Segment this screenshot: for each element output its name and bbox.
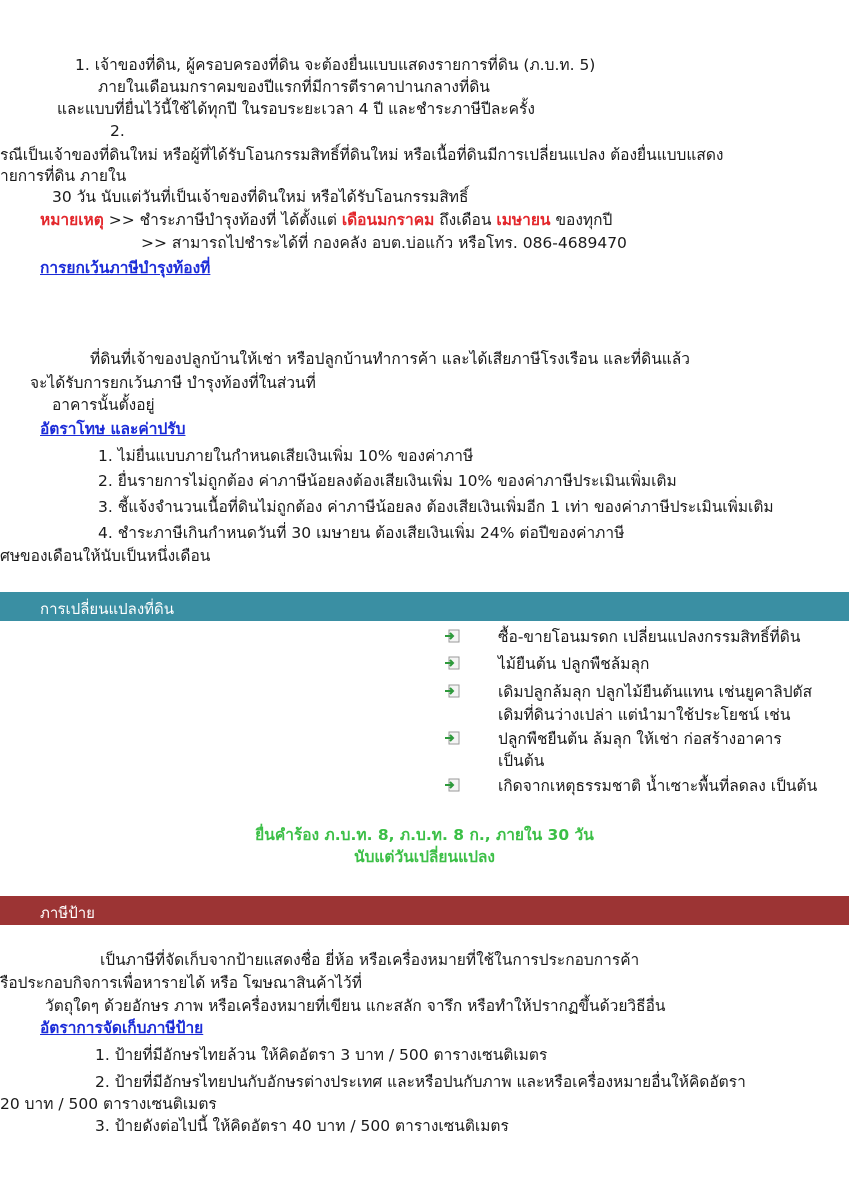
- land-change-item-1: ซื้อ-ขายโอนมรดก เปลี่ยนแปลงกรรมสิทธิ์ที่ดิน: [498, 628, 801, 646]
- arrow-bullet-icon: [444, 656, 460, 670]
- land-tax-item-2-number: 2.: [110, 122, 125, 140]
- land-change-item-3: เดิมปลูกล้มลุก ปลูกไม้ยืนต้นแทน เช่นยูคาลิปตัส: [498, 683, 813, 701]
- land-tax-item-2-cont2: 30 วัน นับแต่วันที่เป็นเจ้าของที่ดินใหม่ หรือได้รับโอนกรรมสิทธิ์: [52, 188, 469, 206]
- signboard-tax-header: [0, 896, 849, 925]
- note-text-a: >> ชำระภาษีบำรุงท้องที่ ได้ตั้งแต่: [103, 211, 342, 229]
- note-label: หมายเหตุ: [40, 211, 104, 229]
- note-month-start: เดือนมกราคม: [341, 211, 435, 229]
- payment-note-line-1: [40, 210, 612, 230]
- exemption-link[interactable]: การยกเว้นภาษีบำรุงท้องที่: [40, 259, 211, 277]
- land-change-item-4-cont: ปลูกพืชยืนต้น ล้มลุก ให้เช่า ก่อสร้างอาคาร: [498, 730, 782, 748]
- land-change-item-4: เดิมที่ดินว่างเปล่า แต่นำมาใช้ประโยชน์ เช่น: [498, 706, 791, 724]
- signboard-intro-1: เป็นภาษีที่จัดเก็บจากป้ายแสดงชื่อ ยี่ห้อ หรือเครื่องหมายที่ใช้ในการประกอบการค้า: [100, 951, 640, 969]
- land-change-title: การเปลี่ยนแปลงที่ดิน: [40, 600, 175, 618]
- land-tax-item-2: รณีเป็นเจ้าของที่ดินใหม่ หรือผู้ที่ได้รับโอนกรรมสิทธิ์ที่ดินใหม่ หรือเนื้อที่ดินมีการเปลี่ยนแปลง ต้องยื่นแบบแสดง: [0, 146, 724, 164]
- note-month-end: เมษายน: [496, 211, 551, 229]
- land-tax-item-1: 1. เจ้าของที่ดิน, ผู้ครอบครองที่ดิน จะต้องยื่นแบบแสดงรายการที่ดิน (ภ.บ.ท. 5): [75, 56, 596, 74]
- exemption-text-2: จะได้รับการยกเว้นภาษี บำรุงท้องที่ในส่วนที่: [30, 374, 316, 392]
- signboard-tax-title: ภาษีป้าย: [40, 904, 95, 922]
- penalty-item-4-cont: ศษของเดือนให้นับเป็นหนึ่งเดือน: [0, 547, 211, 565]
- land-change-header: [0, 592, 849, 621]
- exemption-text-3: อาคารนั้นตั้งอยู่: [52, 396, 155, 414]
- arrow-bullet-icon: [444, 778, 460, 792]
- land-change-item-4-cont2: เป็นต้น: [498, 752, 545, 770]
- land-change-item-2: ไม้ยืนต้น ปลูกพืชล้มลุก: [498, 655, 650, 673]
- note-text-b: ถึงเดือน: [434, 211, 497, 229]
- signboard-rate-link[interactable]: อัตราการจัดเก็บภาษีป้าย: [40, 1019, 204, 1037]
- penalty-link[interactable]: อัตราโทษ และค่าปรับ: [40, 420, 186, 438]
- arrow-bullet-icon: [444, 684, 460, 698]
- penalty-item-3: 3. ชี้แจ้งจำนวนเนื้อที่ดินไม่ถูกต้อง ค่าภาษีน้อยลง ต้องเสียเงินเพิ่มอีก 1 เท่า ของค่าภาษีประเมินเพิ่มเติม: [98, 498, 774, 516]
- arrow-bullet-icon: [444, 731, 460, 745]
- land-change-notice-1: ยื่นคำร้อง ภ.บ.ท. 8, ภ.บ.ท. 8 ก., ภายใน 30 วัน: [255, 826, 594, 844]
- signboard-rate-2-cont: 20 บาท / 500 ตารางเซนติเมตร: [0, 1095, 217, 1113]
- land-change-item-5: เกิดจากเหตุธรรมชาติ น้ำเซาะพื้นที่ลดลง เป็นต้น: [498, 777, 818, 795]
- land-change-notice-2: นับแต่วันเปลี่ยนแปลง: [354, 848, 495, 866]
- penalty-item-2: 2. ยื่นรายการไม่ถูกต้อง ค่าภาษีน้อยลงต้องเสียเงินเพิ่ม 10% ของค่าภาษีประเมินเพิ่มเติม: [98, 472, 677, 490]
- signboard-rate-2: 2. ป้ายที่มีอักษรไทยปนกับอักษรต่างประเทศ และหรือปนกับภาพ และหรือเครื่องหมายอื่นให้คิดอัตรา: [95, 1073, 746, 1091]
- signboard-intro-2: รือประกอบกิจการเพื่อหารายได้ หรือ โฆษณาสินค้าไว้ที่: [0, 974, 362, 992]
- signboard-rate-1: 1. ป้ายที่มีอักษรไทยล้วน ให้คิดอัตรา 3 บาท / 500 ตารางเซนติเมตร: [95, 1046, 548, 1064]
- land-tax-item-1-cont2: และแบบที่ยื่นไว้นี้ใช้ได้ทุกปี ในรอบระยะเวลา 4 ปี และชำระภาษีปีละครั้ง: [57, 100, 535, 118]
- exemption-text-1: ที่ดินที่เจ้าของปลูกบ้านให้เช่า หรือปลูกบ้านทำการค้า และได้เสียภาษีโรงเรือน และที่ดินแล้ว: [90, 350, 691, 368]
- arrow-bullet-icon: [444, 629, 460, 643]
- signboard-rate-3: 3. ป้ายดังต่อไปนี้ ให้คิดอัตรา 40 บาท / 500 ตารางเซนติเมตร: [95, 1117, 509, 1135]
- signboard-intro-3: วัตถุใดๆ ด้วยอักษร ภาพ หรือเครื่องหมายที่เขียน แกะสลัก จารึก หรือทำให้ปรากฏขึ้นด้วยวิธีอื่น: [45, 997, 666, 1015]
- payment-note-line-2: >> สามารถไปชำระได้ที่ กองคลัง อบต.บ่อแก้ว หรือโทร. 086-4689470: [141, 234, 627, 252]
- land-tax-item-1-cont: ภายในเดือนมกราคมของปีแรกที่มีการตีราคาปานกลางที่ดิน: [98, 78, 490, 96]
- penalty-item-4: 4. ชำระภาษีเกินกำหนดวันที่ 30 เมษายน ต้องเสียเงินเพิ่ม 24% ต่อปีของค่าภาษี: [98, 524, 625, 542]
- land-tax-item-2-cont: ายการที่ดิน ภายใน: [0, 167, 127, 185]
- note-text-c: ของทุกปี: [550, 211, 613, 229]
- penalty-item-1: 1. ไม่ยื่นแบบภายในกำหนดเสียเงินเพิ่ม 10% ของค่าภาษี: [98, 447, 474, 465]
